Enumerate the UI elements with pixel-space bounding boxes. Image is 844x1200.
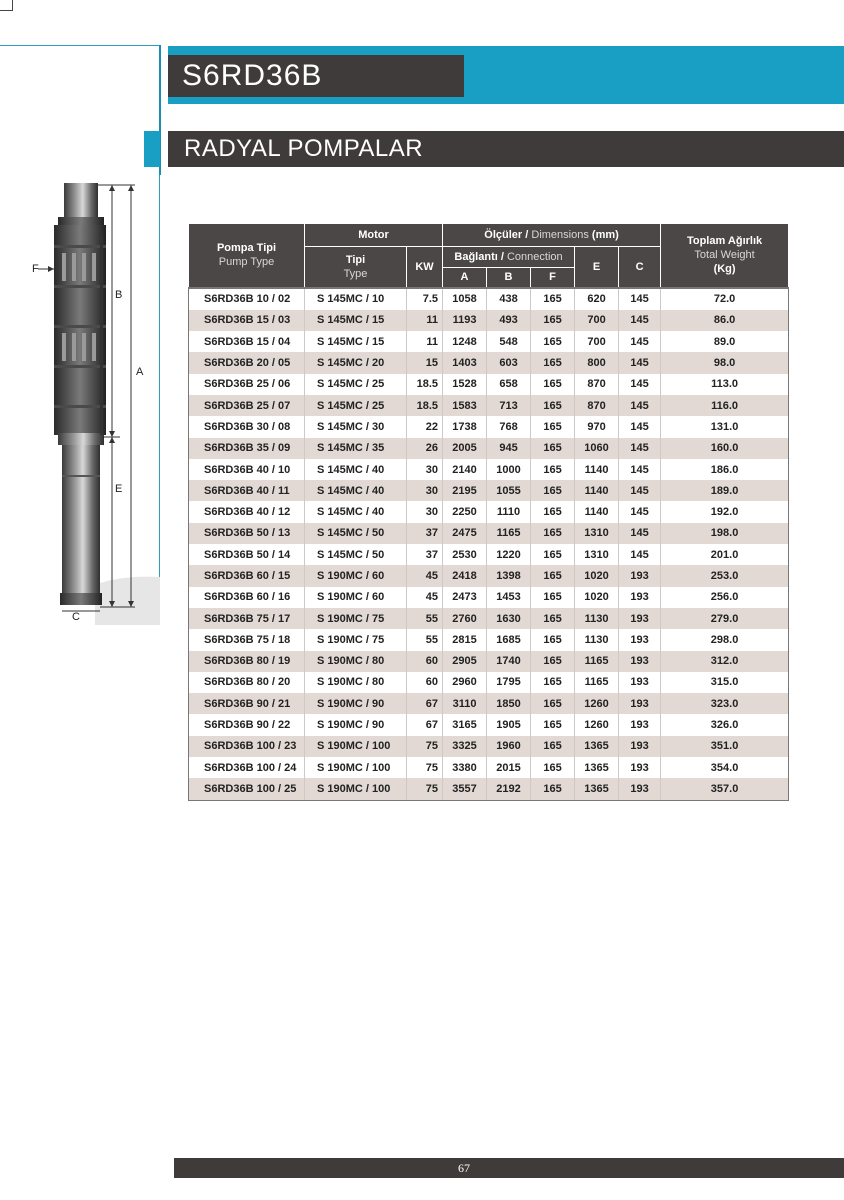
- cell-dim-f: 165: [531, 480, 575, 501]
- cell-dim-a: 1528: [443, 374, 487, 395]
- cell-weight: 201.0: [661, 544, 789, 565]
- header-dimensions-en: Dimensions: [531, 229, 589, 241]
- table-row: [189, 778, 789, 800]
- cell-weight: 198.0: [661, 523, 789, 544]
- cell-weight: 131.0: [661, 416, 789, 437]
- model-title: S6RD36B: [168, 55, 464, 97]
- cell-dim-b: 1905: [487, 714, 531, 735]
- cell-motor-type: S 190MC / 80: [305, 672, 407, 693]
- cell-motor-type: S 190MC / 60: [305, 565, 407, 586]
- footer-bar: [174, 1158, 844, 1178]
- cell-dim-e: 970: [575, 416, 619, 437]
- cell-motor-type: S 145MC / 35: [305, 438, 407, 459]
- cell-dim-e: 1130: [575, 629, 619, 650]
- cell-dim-e: 1140: [575, 459, 619, 480]
- header-motor: Motor: [305, 224, 443, 247]
- cell-dim-a: 1738: [443, 416, 487, 437]
- cell-dim-c: 145: [619, 544, 661, 565]
- cell-weight: 86.0: [661, 310, 789, 331]
- table-row: [189, 544, 789, 565]
- cell-dim-e: 1365: [575, 757, 619, 778]
- dimension-label-b: B: [115, 289, 123, 301]
- cell-weight: 326.0: [661, 714, 789, 735]
- cell-motor-type: S 145MC / 50: [305, 523, 407, 544]
- cell-kw: 75: [407, 778, 443, 800]
- section-tab-accent: [144, 131, 160, 167]
- table-row: [189, 416, 789, 437]
- cell-weight: 189.0: [661, 480, 789, 501]
- header-c: C: [619, 247, 661, 288]
- cell-kw: 45: [407, 587, 443, 608]
- cell-dim-f: 165: [531, 438, 575, 459]
- cell-dim-b: 2015: [487, 757, 531, 778]
- crop-mark: [0, 0, 13, 11]
- cell-dim-c: 145: [619, 480, 661, 501]
- pump-illustration: [0, 175, 160, 625]
- cell-dim-a: 2905: [443, 651, 487, 672]
- cell-pump-type: S6RD36B 50 / 13: [189, 523, 305, 544]
- cell-dim-b: 1055: [487, 480, 531, 501]
- cell-pump-type: S6RD36B 60 / 16: [189, 587, 305, 608]
- cell-motor-type: S 145MC / 50: [305, 544, 407, 565]
- cell-pump-type: S6RD36B 40 / 12: [189, 501, 305, 522]
- cell-dim-e: 1020: [575, 587, 619, 608]
- cell-pump-type: S6RD36B 100 / 24: [189, 757, 305, 778]
- cell-dim-a: 2760: [443, 608, 487, 629]
- cell-dim-e: 1365: [575, 736, 619, 757]
- cell-pump-type: S6RD36B 50 / 14: [189, 544, 305, 565]
- cell-dim-c: 193: [619, 565, 661, 586]
- cell-motor-type: S 145MC / 40: [305, 501, 407, 522]
- cell-weight: 253.0: [661, 565, 789, 586]
- cell-dim-a: 1193: [443, 310, 487, 331]
- header-connection: [443, 247, 575, 268]
- header-f: F: [531, 268, 575, 288]
- cell-dim-c: 193: [619, 629, 661, 650]
- cell-dim-b: 2192: [487, 778, 531, 800]
- cell-dim-f: 165: [531, 331, 575, 352]
- cell-dim-a: 3110: [443, 693, 487, 714]
- cell-dim-c: 193: [619, 693, 661, 714]
- cell-pump-type: S6RD36B 60 / 15: [189, 565, 305, 586]
- cell-dim-f: 165: [531, 288, 575, 310]
- dimension-label-c: C: [72, 611, 80, 623]
- cell-pump-type: S6RD36B 15 / 04: [189, 331, 305, 352]
- table-row: [189, 438, 789, 459]
- table-body: [189, 288, 789, 801]
- cell-weight: 89.0: [661, 331, 789, 352]
- cell-pump-type: S6RD36B 25 / 07: [189, 395, 305, 416]
- cell-weight: 298.0: [661, 629, 789, 650]
- cell-pump-type: S6RD36B 100 / 23: [189, 736, 305, 757]
- cell-dim-b: 1110: [487, 501, 531, 522]
- cell-kw: 18.5: [407, 374, 443, 395]
- cell-pump-type: S6RD36B 25 / 06: [189, 374, 305, 395]
- table-row: [189, 714, 789, 735]
- cell-dim-f: 165: [531, 757, 575, 778]
- cell-dim-b: 438: [487, 288, 531, 310]
- cell-pump-type: S6RD36B 35 / 09: [189, 438, 305, 459]
- table-row: [189, 501, 789, 522]
- cell-dim-f: 165: [531, 587, 575, 608]
- cell-dim-c: 145: [619, 352, 661, 373]
- cell-dim-a: 2475: [443, 523, 487, 544]
- cell-dim-a: 1403: [443, 352, 487, 373]
- cell-dim-e: 1260: [575, 693, 619, 714]
- cell-dim-a: 3557: [443, 778, 487, 800]
- cell-dim-a: 2815: [443, 629, 487, 650]
- cell-dim-c: 193: [619, 587, 661, 608]
- cell-motor-type: S 190MC / 90: [305, 714, 407, 735]
- table-row: [189, 693, 789, 714]
- cell-motor-type: S 190MC / 80: [305, 651, 407, 672]
- table-row: [189, 310, 789, 331]
- cell-dim-c: 145: [619, 331, 661, 352]
- cell-kw: 18.5: [407, 395, 443, 416]
- cell-dim-f: 165: [531, 416, 575, 437]
- cell-pump-type: S6RD36B 75 / 17: [189, 608, 305, 629]
- table-row: [189, 757, 789, 778]
- header-b: B: [487, 268, 531, 288]
- cell-dim-a: 2250: [443, 501, 487, 522]
- cell-dim-b: 1000: [487, 459, 531, 480]
- cell-weight: 279.0: [661, 608, 789, 629]
- cell-dim-c: 145: [619, 288, 661, 310]
- cell-kw: 60: [407, 651, 443, 672]
- cell-kw: 67: [407, 693, 443, 714]
- cell-pump-type: S6RD36B 40 / 11: [189, 480, 305, 501]
- cell-kw: 30: [407, 501, 443, 522]
- cell-dim-b: 945: [487, 438, 531, 459]
- table-row: [189, 288, 789, 310]
- cell-pump-type: S6RD36B 15 / 03: [189, 310, 305, 331]
- cell-dim-b: 1398: [487, 565, 531, 586]
- cell-pump-type: S6RD36B 30 / 08: [189, 416, 305, 437]
- cell-dim-e: 1165: [575, 672, 619, 693]
- cell-kw: 11: [407, 310, 443, 331]
- table-row: [189, 608, 789, 629]
- cell-dim-c: 145: [619, 501, 661, 522]
- cell-dim-c: 145: [619, 310, 661, 331]
- table-row: [189, 459, 789, 480]
- header-motor-type-en: Type: [343, 267, 368, 280]
- header-motor-type-tr: Tipi: [345, 253, 366, 266]
- table-row: [189, 523, 789, 544]
- cell-dim-c: 193: [619, 608, 661, 629]
- cell-dim-f: 165: [531, 523, 575, 544]
- cell-dim-f: 165: [531, 672, 575, 693]
- table-row: [189, 629, 789, 650]
- cell-weight: 312.0: [661, 651, 789, 672]
- cell-kw: 60: [407, 672, 443, 693]
- header-kw: KW: [407, 247, 443, 288]
- cell-dim-f: 165: [531, 459, 575, 480]
- cell-dim-f: 165: [531, 352, 575, 373]
- cell-dim-b: 1740: [487, 651, 531, 672]
- cell-pump-type: S6RD36B 20 / 05: [189, 352, 305, 373]
- cell-motor-type: S 190MC / 90: [305, 693, 407, 714]
- table-row: [189, 651, 789, 672]
- dimension-label-f: F: [32, 263, 39, 275]
- cell-motor-type: S 145MC / 10: [305, 288, 407, 310]
- table-row: [189, 565, 789, 586]
- cell-dim-a: 1248: [443, 331, 487, 352]
- cell-weight: 113.0: [661, 374, 789, 395]
- cell-motor-type: S 190MC / 60: [305, 587, 407, 608]
- cell-dim-e: 1260: [575, 714, 619, 735]
- cell-dim-f: 165: [531, 736, 575, 757]
- cell-weight: 323.0: [661, 693, 789, 714]
- cell-dim-e: 1020: [575, 565, 619, 586]
- cell-kw: 30: [407, 459, 443, 480]
- table-row: [189, 374, 789, 395]
- cell-kw: 45: [407, 565, 443, 586]
- cell-dim-a: 2530: [443, 544, 487, 565]
- cell-pump-type: S6RD36B 80 / 20: [189, 672, 305, 693]
- cell-dim-a: 2418: [443, 565, 487, 586]
- cell-dim-b: 493: [487, 310, 531, 331]
- cell-dim-b: 1960: [487, 736, 531, 757]
- cell-weight: 186.0: [661, 459, 789, 480]
- cell-kw: 67: [407, 714, 443, 735]
- cell-kw: 26: [407, 438, 443, 459]
- header-weight-en: Total Weight: [694, 249, 755, 262]
- header-dimensions: [443, 224, 661, 247]
- cell-dim-a: 3325: [443, 736, 487, 757]
- cell-pump-type: S6RD36B 75 / 18: [189, 629, 305, 650]
- cell-dim-b: 548: [487, 331, 531, 352]
- header-weight-unit: (Kg): [713, 263, 736, 276]
- cell-dim-c: 145: [619, 416, 661, 437]
- cell-dim-e: 700: [575, 331, 619, 352]
- cell-dim-e: 870: [575, 374, 619, 395]
- cell-kw: 75: [407, 736, 443, 757]
- cell-pump-type: S6RD36B 90 / 21: [189, 693, 305, 714]
- cell-dim-a: 2473: [443, 587, 487, 608]
- cell-dim-f: 165: [531, 629, 575, 650]
- header-pump-type-en: Pump Type: [218, 256, 275, 269]
- cell-dim-b: 603: [487, 352, 531, 373]
- cell-motor-type: S 145MC / 25: [305, 374, 407, 395]
- cell-dim-c: 145: [619, 438, 661, 459]
- cell-dim-e: 1365: [575, 778, 619, 800]
- cell-dim-b: 1685: [487, 629, 531, 650]
- header-connection-tr: Bağlantı /: [454, 251, 504, 263]
- cell-dim-f: 165: [531, 395, 575, 416]
- cell-dim-e: 870: [575, 395, 619, 416]
- cell-dim-c: 193: [619, 757, 661, 778]
- cell-dim-e: 1130: [575, 608, 619, 629]
- table-row: [189, 672, 789, 693]
- cell-weight: 351.0: [661, 736, 789, 757]
- cell-dim-a: 2960: [443, 672, 487, 693]
- cell-dim-e: 1140: [575, 480, 619, 501]
- cell-weight: 256.0: [661, 587, 789, 608]
- cell-weight: 354.0: [661, 757, 789, 778]
- cell-dim-e: 700: [575, 310, 619, 331]
- cell-dim-f: 165: [531, 544, 575, 565]
- cell-kw: 22: [407, 416, 443, 437]
- header-motor-type: [305, 247, 407, 288]
- header-connection-en: Connection: [506, 251, 563, 263]
- cell-dim-f: 165: [531, 501, 575, 522]
- cell-dim-c: 145: [619, 459, 661, 480]
- cell-dim-c: 145: [619, 374, 661, 395]
- cell-dim-f: 165: [531, 714, 575, 735]
- cell-dim-c: 193: [619, 714, 661, 735]
- cell-weight: 357.0: [661, 778, 789, 800]
- cell-dim-a: 3165: [443, 714, 487, 735]
- cell-dim-a: 3380: [443, 757, 487, 778]
- table-header: [189, 224, 789, 288]
- cell-dim-a: 2140: [443, 459, 487, 480]
- cell-kw: 11: [407, 331, 443, 352]
- cell-dim-f: 165: [531, 778, 575, 800]
- cell-dim-b: 713: [487, 395, 531, 416]
- cell-dim-e: 620: [575, 288, 619, 310]
- frame-line-top: [0, 45, 160, 46]
- cell-dim-c: 145: [619, 395, 661, 416]
- section-title: RADYAL POMPALAR: [168, 131, 844, 167]
- cell-dim-b: 768: [487, 416, 531, 437]
- cell-motor-type: S 190MC / 75: [305, 629, 407, 650]
- table-row: [189, 736, 789, 757]
- pump-diagram: [0, 175, 160, 625]
- cell-pump-type: S6RD36B 90 / 22: [189, 714, 305, 735]
- cell-weight: 72.0: [661, 288, 789, 310]
- cell-weight: 160.0: [661, 438, 789, 459]
- header-weight: [661, 224, 789, 288]
- cell-dim-b: 1795: [487, 672, 531, 693]
- cell-dim-a: 1058: [443, 288, 487, 310]
- header-e: E: [575, 247, 619, 288]
- cell-dim-e: 800: [575, 352, 619, 373]
- cell-dim-c: 193: [619, 672, 661, 693]
- dimension-label-e: E: [115, 483, 123, 495]
- cell-dim-c: 145: [619, 523, 661, 544]
- cell-kw: 37: [407, 544, 443, 565]
- dimension-label-a: A: [136, 366, 144, 378]
- cell-motor-type: S 145MC / 20: [305, 352, 407, 373]
- cell-dim-b: 1165: [487, 523, 531, 544]
- cell-weight: 98.0: [661, 352, 789, 373]
- cell-motor-type: S 190MC / 100: [305, 736, 407, 757]
- cell-motor-type: S 145MC / 15: [305, 331, 407, 352]
- cell-dim-c: 193: [619, 778, 661, 800]
- cell-dim-f: 165: [531, 310, 575, 331]
- cell-motor-type: S 190MC / 75: [305, 608, 407, 629]
- cell-pump-type: S6RD36B 40 / 10: [189, 459, 305, 480]
- cell-dim-b: 1630: [487, 608, 531, 629]
- cell-pump-type: S6RD36B 100 / 25: [189, 778, 305, 800]
- cell-motor-type: S 190MC / 100: [305, 757, 407, 778]
- cell-dim-a: 2195: [443, 480, 487, 501]
- header-dimensions-tr: Ölçüler /: [484, 229, 529, 241]
- cell-dim-e: 1140: [575, 501, 619, 522]
- table-row: [189, 480, 789, 501]
- table-row: [189, 395, 789, 416]
- cell-motor-type: S 145MC / 40: [305, 459, 407, 480]
- table-row: [189, 331, 789, 352]
- cell-dim-f: 165: [531, 374, 575, 395]
- cell-motor-type: S 190MC / 100: [305, 778, 407, 800]
- cell-weight: 192.0: [661, 501, 789, 522]
- cell-dim-e: 1165: [575, 651, 619, 672]
- cell-dim-b: 1850: [487, 693, 531, 714]
- cell-weight: 116.0: [661, 395, 789, 416]
- cell-dim-e: 1310: [575, 523, 619, 544]
- cell-dim-f: 165: [531, 565, 575, 586]
- cell-kw: 15: [407, 352, 443, 373]
- cell-dim-b: 658: [487, 374, 531, 395]
- header-pump-type-tr: Pompa Tipi: [216, 242, 277, 255]
- cell-kw: 37: [407, 523, 443, 544]
- cell-dim-b: 1453: [487, 587, 531, 608]
- table-row: [189, 352, 789, 373]
- header-pump-type: [189, 224, 305, 288]
- cell-dim-c: 193: [619, 651, 661, 672]
- table-row: [189, 587, 789, 608]
- cell-dim-c: 193: [619, 736, 661, 757]
- cell-pump-type: S6RD36B 80 / 19: [189, 651, 305, 672]
- cell-kw: 55: [407, 629, 443, 650]
- cell-motor-type: S 145MC / 15: [305, 310, 407, 331]
- cell-kw: 75: [407, 757, 443, 778]
- cell-motor-type: S 145MC / 40: [305, 480, 407, 501]
- cell-kw: 7.5: [407, 288, 443, 310]
- header-a: A: [443, 268, 487, 288]
- cell-dim-e: 1310: [575, 544, 619, 565]
- cell-kw: 30: [407, 480, 443, 501]
- cell-dim-b: 1220: [487, 544, 531, 565]
- header-dimensions-unit: (mm): [591, 229, 619, 241]
- cell-dim-f: 165: [531, 651, 575, 672]
- cell-weight: 315.0: [661, 672, 789, 693]
- cell-dim-f: 165: [531, 693, 575, 714]
- cell-dim-a: 2005: [443, 438, 487, 459]
- cell-motor-type: S 145MC / 30: [305, 416, 407, 437]
- cell-dim-a: 1583: [443, 395, 487, 416]
- cell-dim-f: 165: [531, 608, 575, 629]
- cell-kw: 55: [407, 608, 443, 629]
- specification-table: [188, 223, 789, 801]
- cell-dim-e: 1060: [575, 438, 619, 459]
- cell-motor-type: S 145MC / 25: [305, 395, 407, 416]
- page-number: 67: [458, 1161, 470, 1175]
- header-weight-tr: Toplam Ağırlık: [686, 235, 763, 248]
- cell-pump-type: S6RD36B 10 / 02: [189, 288, 305, 310]
